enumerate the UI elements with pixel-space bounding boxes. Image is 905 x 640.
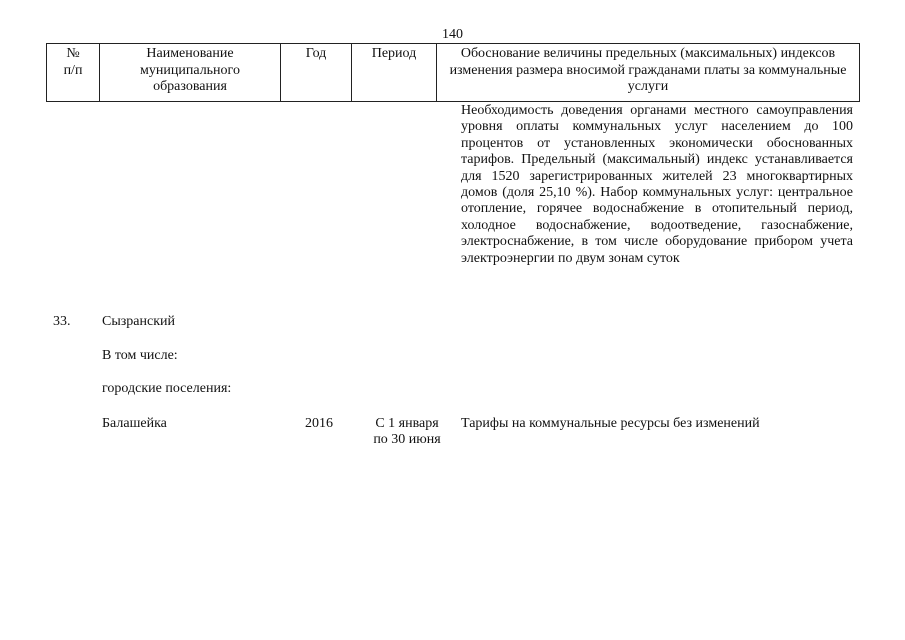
header-period: Период: [352, 44, 437, 101]
header-number: № п/п: [47, 44, 100, 101]
settlement-year: 2016: [305, 416, 333, 431]
settlement-justification: Тарифы на коммунальные ресурсы без изменений: [461, 416, 760, 431]
page-number: 140: [442, 27, 463, 42]
including-label: В том числе:: [102, 348, 178, 363]
header-justification: Обоснование величины предельных (максимальных) индексов изменения размера вносимой гражданами платы за коммунальные услуги: [449, 46, 847, 94]
header-municipality-name: Наименование муниципального образования: [100, 44, 281, 101]
row-number: 33.: [53, 314, 71, 329]
header-year: Год: [281, 44, 352, 101]
settlement-period: С 1 января по 30 июня: [373, 416, 441, 447]
urban-settlements-label: городские поселения:: [102, 381, 232, 396]
settlement-name: Балашейка: [102, 416, 167, 431]
municipality-name: Сызранский: [102, 314, 175, 329]
table-header: [46, 43, 860, 102]
continued-justification-text: Необходимость доведения органами местного самоуправления уровня оплаты коммунальных услуг населением до 100 процентов от установленных экономически обоснованных тарифов. Предельный (максимальный) индекс устанавливается для 1520 зарегистрированных жителей 23 многоквартирных домов (доля 25,10 %). Набор коммунальных услуг: центральное отопление, горячее водоснабжение в отопительный период, холодное водоснабжение, водоотведение, газоснабжение, электроснабжение, в том числе оборудование прибором учета электроэнергии по двум зонам суток: [461, 103, 853, 266]
